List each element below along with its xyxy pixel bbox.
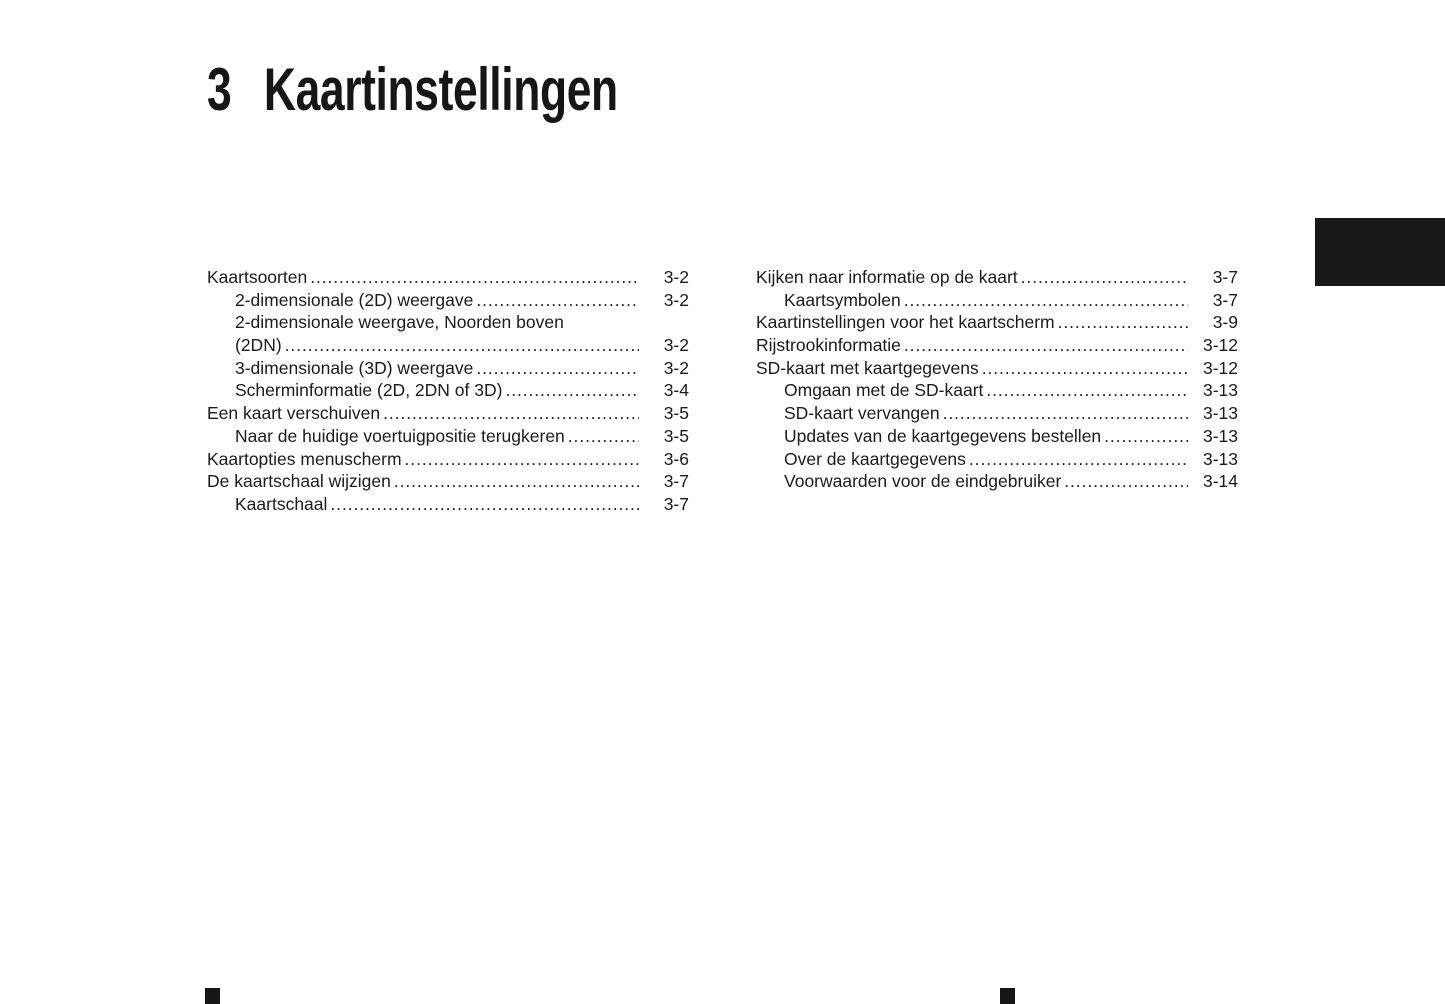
- toc-entry-label: Kaartopties menuscherm: [207, 448, 402, 469]
- toc-leader-dots: [1021, 266, 1188, 289]
- print-registration-mark-right: [1000, 988, 1015, 1004]
- toc-entry-label: Kaartinstellingen voor het kaartscherm: [756, 312, 1055, 333]
- toc-entry-label: Over de kaartgegevens: [784, 448, 966, 469]
- toc-row: [756, 334, 1238, 357]
- toc-leader-dots: [904, 289, 1188, 312]
- chapter-tab-marker: [1315, 218, 1445, 286]
- toc-leader-dots: [568, 425, 639, 448]
- toc-entry-label: Rijstrookinformatie: [756, 335, 901, 356]
- toc-entry-label: Kijken naar informatie op de kaart: [756, 267, 1018, 287]
- toc-leader-dots: [310, 266, 639, 289]
- toc-page-number: 3-13: [1202, 380, 1238, 401]
- toc-row: [207, 311, 689, 334]
- toc-entry-label: Een kaart verschuiven: [207, 403, 381, 424]
- toc-row: [207, 402, 689, 425]
- toc-leader-dots: [969, 448, 1188, 471]
- toc-row: [207, 470, 689, 493]
- toc-page-number: 3-5: [663, 425, 689, 446]
- toc-leader-dots: [394, 470, 639, 493]
- toc-page-number: 3-14: [1202, 471, 1238, 492]
- toc-row: [207, 379, 689, 402]
- toc-page-number: 3-13: [1202, 403, 1238, 424]
- toc-right-column: [756, 266, 1238, 516]
- toc-row: [207, 425, 689, 448]
- toc-entry-label: SD-kaart vervangen: [784, 403, 940, 424]
- toc-leader-dots: [1104, 425, 1188, 448]
- toc-page-number: 3-5: [663, 403, 689, 424]
- toc-page-number: 3-2: [663, 289, 689, 310]
- table-of-contents: [207, 266, 1238, 516]
- print-registration-mark-left: [205, 988, 220, 1004]
- toc-page-number: 3-2: [663, 267, 689, 287]
- toc-leader-dots: [1058, 311, 1188, 334]
- toc-page-number: 3-13: [1202, 425, 1238, 446]
- toc-entry-label: Kaartschaal: [235, 493, 328, 514]
- toc-entry-label: 3-dimensionale (3D) weergave: [235, 357, 474, 378]
- toc-row: [756, 379, 1238, 402]
- toc-leader-dots: [285, 334, 639, 357]
- toc-entry-label: SD-kaart met kaartgegevens: [756, 357, 979, 378]
- toc-entry-label: Scherminformatie (2D, 2DN of 3D): [235, 380, 503, 401]
- toc-page-number: 3-2: [663, 357, 689, 378]
- toc-row: [756, 311, 1238, 334]
- toc-leader-dots: [1064, 470, 1188, 493]
- toc-entry-label: 2-dimensionale weergave, Noorden boven: [235, 312, 564, 333]
- toc-page-number: 3-12: [1202, 335, 1238, 356]
- toc-page-number: 3-7: [1212, 289, 1238, 310]
- toc-entry-label: Updates van de kaartgegevens bestellen: [784, 425, 1102, 446]
- toc-row: [207, 266, 689, 289]
- toc-leader-dots: [405, 448, 639, 471]
- toc-leader-dots: [476, 357, 639, 380]
- toc-leader-dots: [982, 357, 1188, 380]
- toc-leader-dots: [943, 402, 1188, 425]
- toc-row: [756, 402, 1238, 425]
- chapter-title-text: Kaartinstellingen: [263, 56, 618, 123]
- toc-page-number: 3-2: [663, 335, 689, 356]
- toc-entry-label: Naar de huidige voertuigpositie terugkeren: [235, 425, 565, 446]
- toc-row: [207, 289, 689, 312]
- toc-left-column: [207, 266, 689, 516]
- toc-page-number: 3-7: [1212, 267, 1238, 287]
- toc-page-number: 3-7: [663, 493, 689, 514]
- toc-leader-dots: [904, 334, 1188, 357]
- toc-entry-label: (2DN): [235, 335, 282, 356]
- toc-entry-label: De kaartschaal wijzigen: [207, 471, 391, 492]
- toc-leader-dots: [986, 379, 1188, 402]
- toc-leader-dots: [476, 289, 639, 312]
- toc-page-number: 3-13: [1202, 448, 1238, 469]
- toc-row: [207, 448, 689, 471]
- toc-row: [207, 493, 689, 516]
- toc-page-number: 3-6: [663, 448, 689, 469]
- toc-row: [756, 357, 1238, 380]
- toc-leader-dots: [505, 379, 639, 402]
- toc-entry-label: Kaartsoorten: [207, 267, 308, 287]
- toc-page-number: 3-12: [1202, 357, 1238, 378]
- toc-row: [207, 357, 689, 380]
- toc-row: [756, 266, 1238, 289]
- toc-row: [756, 470, 1238, 493]
- page-title: [207, 56, 618, 123]
- toc-leader-dots: [383, 402, 639, 425]
- toc-entry-label: Kaartsymbolen: [784, 289, 901, 310]
- toc-entry-label: Voorwaarden voor de eindgebruiker: [784, 471, 1062, 492]
- toc-entry-label: 2-dimensionale (2D) weergave: [235, 289, 474, 310]
- chapter-number: 3: [207, 56, 232, 123]
- toc-row: [756, 448, 1238, 471]
- toc-leader-dots: [330, 493, 639, 516]
- toc-entry-label: Omgaan met de SD-kaart: [784, 380, 984, 401]
- toc-row: [756, 425, 1238, 448]
- toc-page-number: 3-4: [663, 380, 689, 401]
- toc-row: [207, 334, 689, 357]
- toc-page-number: 3-7: [663, 471, 689, 492]
- toc-page-number: 3-9: [1212, 312, 1238, 333]
- toc-row: [756, 289, 1238, 312]
